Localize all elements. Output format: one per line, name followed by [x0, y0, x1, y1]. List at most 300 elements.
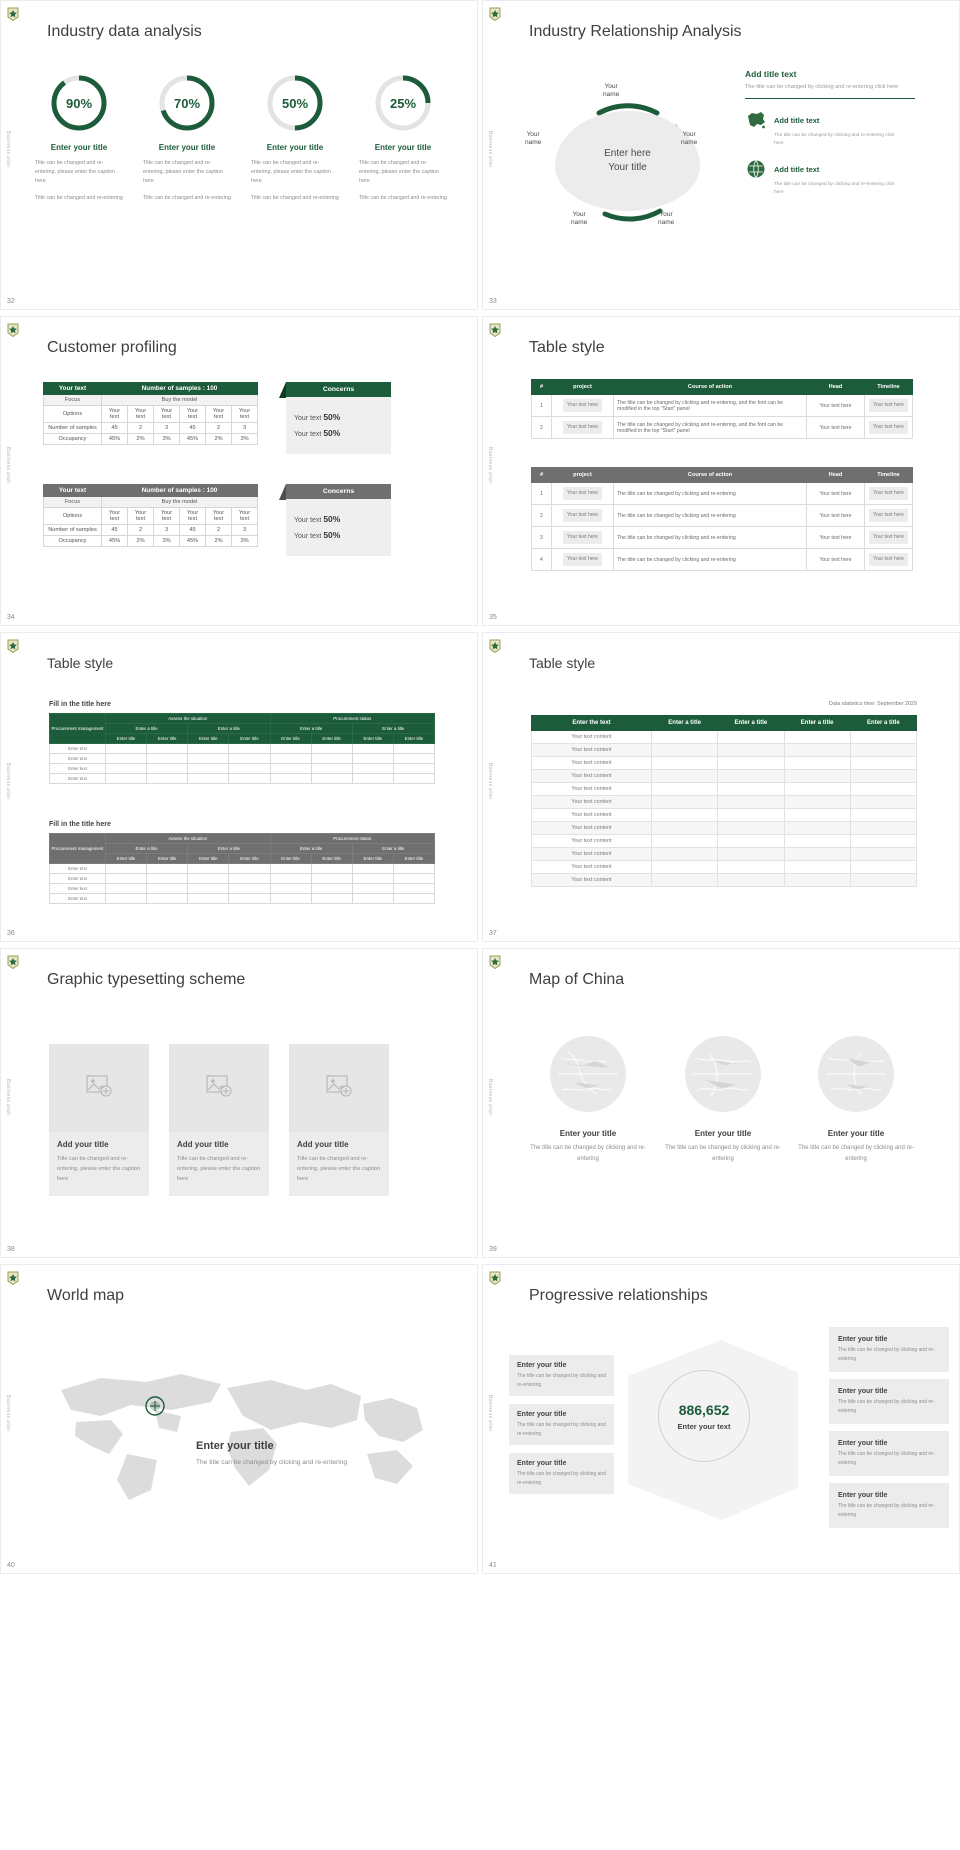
sidebar-label: Business plan: [487, 1079, 493, 1116]
donut-caption: Enter your title: [50, 143, 108, 152]
cell: 2: [128, 525, 154, 536]
image-placeholder[interactable]: [49, 1044, 149, 1132]
sub-cell: Enter title: [229, 854, 270, 864]
sub-title: Enter a title: [352, 844, 434, 854]
sidebar-label: Business plan: [5, 763, 11, 800]
cell: Your text: [154, 406, 180, 423]
cell-project: Your text here: [552, 395, 614, 417]
cell-value: [850, 809, 916, 822]
page-title: World map: [47, 1287, 125, 1304]
cell-label: Your text content: [532, 874, 652, 887]
cell-head: Your text here: [807, 395, 865, 417]
right-list-item[interactable]: [745, 159, 915, 197]
page-title: Table style: [529, 655, 596, 671]
cell-value: [652, 809, 718, 822]
cell-project: Your text here: [552, 505, 614, 527]
globe-icon: [683, 1101, 763, 1118]
slide-34[interactable]: [0, 316, 478, 626]
cell-value: [718, 796, 784, 809]
profile-table-2[interactable]: [43, 484, 258, 547]
cell-value: [784, 731, 850, 744]
item-desc: The title can be changed by clicking and re-entering: [517, 1471, 606, 1486]
logo-icon: [7, 7, 19, 21]
row-label: Number of samples: [44, 525, 102, 536]
image-card-1[interactable]: [49, 1044, 149, 1196]
donut-item[interactable]: [31, 73, 127, 210]
focus-label: Focus: [44, 395, 102, 406]
page-title: Customer profiling: [47, 339, 177, 356]
donut-value: 50%: [281, 95, 309, 111]
globe-caption: Enter your title: [827, 1129, 885, 1138]
cell: Your text: [206, 406, 232, 423]
item-heading: Add title text: [774, 115, 820, 125]
card-title: Add your title: [177, 1140, 229, 1149]
table-header-right: Number of samples : 100: [102, 383, 258, 395]
cell: Your text: [128, 406, 154, 423]
item-desc: The title can be changed by clicking and re-entering: [838, 1347, 935, 1362]
row-label: Enter text: [50, 754, 106, 764]
cell-label: Your text content: [532, 757, 652, 770]
stat-table[interactable]: [531, 715, 917, 887]
cell-label: Your text content: [532, 861, 652, 874]
sub-cell: Enter title: [229, 734, 270, 744]
concerns-header: Concerns: [286, 382, 391, 397]
column-header: Enter a title: [718, 716, 784, 731]
donut-description: [31, 159, 127, 203]
cell-label: Your text content: [532, 770, 652, 783]
column-header: Enter a title: [850, 716, 916, 731]
donut-description-2: Title can be changed and re-entering: [143, 194, 231, 201]
cell-action: The title can be changed by clicking and re-entering: [614, 483, 807, 505]
sub-cell: Enter title: [352, 734, 393, 744]
slide-number: 32: [7, 298, 15, 305]
cell: 3%: [154, 536, 180, 547]
cell-head: Your text here: [807, 527, 865, 549]
cell-label: Your text content: [532, 744, 652, 757]
column-header: Head: [807, 468, 865, 483]
column-header: Timeline: [865, 380, 913, 395]
slide-36[interactable]: [0, 632, 478, 942]
center-line-1: Enter here: [604, 148, 651, 159]
image-placeholder-icon: [206, 1075, 232, 1102]
table-row: [44, 536, 258, 547]
profile-table-1[interactable]: [43, 382, 258, 445]
table-row: [532, 783, 917, 796]
item-title: Enter your title: [517, 1460, 567, 1467]
cell-action: The title can be changed by clicking and re-entering, and the font can be modified in the top "Start" panel: [614, 395, 807, 417]
cell-value: [652, 796, 718, 809]
cell-action: The title can be changed by clicking and re-entering: [614, 505, 807, 527]
donut-value: 70%: [173, 95, 201, 111]
callout-desc: The title can be changed by clicking and re-entering: [196, 1459, 348, 1466]
slide-number: 40: [7, 1562, 15, 1569]
cell: Your text: [232, 508, 258, 525]
cell: Your text: [180, 406, 206, 423]
cell-timeline: Your text here: [865, 527, 913, 549]
cell-value: [652, 757, 718, 770]
cell-value: [850, 731, 916, 744]
cell: 45%: [180, 536, 206, 547]
cell: 3: [232, 525, 258, 536]
donut-chart: [373, 73, 433, 133]
slide-number: 37: [489, 930, 497, 937]
cell-value: [718, 848, 784, 861]
table-row: [532, 395, 913, 417]
table-row: [50, 764, 435, 774]
globe-item-1[interactable]: [523, 1034, 653, 1165]
sidebar-label: Business plan: [5, 131, 11, 168]
cell: 3%: [232, 434, 258, 445]
table-row: [532, 757, 917, 770]
cell-project: Your text here: [552, 417, 614, 439]
concern-line-1: Your text 50%: [294, 412, 341, 422]
group-header-1: Assess the situation: [106, 714, 271, 724]
cell-value: [850, 796, 916, 809]
cell-label: Your text content: [532, 809, 652, 822]
item-title: Enter your title: [838, 1336, 888, 1343]
logo-icon: [489, 955, 501, 969]
globe-item-2[interactable]: [658, 1034, 788, 1165]
divider: [745, 98, 915, 99]
donut-description: [139, 159, 235, 203]
cell: 2: [128, 423, 154, 434]
item-heading: Add title text: [774, 164, 820, 174]
slide-number: 36: [7, 930, 15, 937]
item-title: Enter your title: [838, 1388, 888, 1395]
right-item[interactable]: [829, 1327, 949, 1372]
relationship-node-top[interactable]: Your name: [603, 83, 620, 99]
procurement-block-2[interactable]: [49, 821, 435, 904]
globe-caption: Enter your title: [694, 1129, 752, 1138]
row-label: Enter text: [50, 864, 106, 874]
cell-value: [784, 757, 850, 770]
sub-title: Enter a title: [270, 724, 352, 734]
globe-item-3[interactable]: [791, 1034, 921, 1165]
cell-label: Your text content: [532, 835, 652, 848]
donut-item[interactable]: [247, 73, 343, 210]
item-desc: The title can be changed by clicking and re-entering: [517, 1373, 606, 1388]
column-header: project: [552, 380, 614, 395]
cell: Your text: [180, 508, 206, 525]
block-caption: Fill in the title here: [49, 701, 111, 708]
china-map-icon: [745, 110, 767, 130]
page-title: Table style: [529, 339, 605, 356]
table-header-row: [532, 716, 917, 731]
slide-41[interactable]: [482, 1264, 960, 1574]
globe-desc: The title can be changed by clicking and re-entering: [665, 1145, 781, 1162]
focus-value: Buy the model: [102, 395, 258, 406]
sub-title: Enter a title: [352, 724, 434, 734]
cell-value: [652, 861, 718, 874]
donut-description-1: Title can be changed and re-entering, please enter the caption here: [143, 160, 224, 185]
stat-number: 886,652: [678, 1401, 730, 1418]
sidebar-label: Business plan: [487, 1395, 493, 1432]
right-heading: Add title text: [745, 69, 797, 79]
right-paragraph: The title can be changed by clicking and re-entering click here: [745, 84, 899, 90]
cell-value: [784, 848, 850, 861]
cell-label: Your text content: [532, 848, 652, 861]
cell-value: [850, 744, 916, 757]
donut-caption: Enter your title: [266, 143, 324, 152]
column-header: #: [532, 380, 552, 395]
table-header-row: [532, 468, 913, 483]
callout-title: Enter your title: [196, 1440, 274, 1452]
cell-value: [784, 783, 850, 796]
slide-38[interactable]: [0, 948, 478, 1258]
cell-action: The title can be changed by clicking and re-entering: [614, 527, 807, 549]
column-header: Enter a title: [784, 716, 850, 731]
donut-description: [355, 159, 451, 203]
donut-description-2: Title can be changed and re-entering: [359, 194, 447, 201]
cell: 3: [154, 423, 180, 434]
slide-number: 41: [489, 1562, 497, 1569]
logo-icon: [7, 1271, 19, 1285]
row-label: Occupancy: [44, 536, 102, 547]
cell-label: Your text content: [532, 822, 652, 835]
left-items: [509, 1355, 614, 1502]
card-body: [169, 1132, 269, 1196]
right-items: [829, 1327, 949, 1535]
cell: Your text: [102, 406, 128, 423]
sub-cell: Enter title: [147, 854, 188, 864]
cell-head: Your text here: [807, 417, 865, 439]
cell-head: Your text here: [807, 549, 865, 571]
procurement-block-1[interactable]: [49, 701, 435, 784]
donut-value: 90%: [65, 95, 93, 111]
sidebar-label: Business plan: [5, 1395, 11, 1432]
concerns-box-1[interactable]: [286, 382, 391, 454]
logo-icon: [489, 7, 501, 21]
cell-value: [784, 835, 850, 848]
relationship-diagram: [523, 71, 733, 251]
right-item[interactable]: [829, 1431, 949, 1476]
table-row: [532, 809, 917, 822]
relationship-node-left[interactable]: Your name: [525, 131, 542, 147]
focus-label: Focus: [44, 497, 102, 508]
sub-cell: Enter title: [188, 854, 229, 864]
cell-label: Your text content: [532, 731, 652, 744]
table-row: [44, 508, 258, 525]
globe-icon: [816, 1101, 896, 1118]
group-header-2: Procurement status: [270, 834, 435, 844]
row-label: Occupancy: [44, 434, 102, 445]
item-title: Enter your title: [517, 1411, 567, 1418]
row-label: Enter text: [50, 774, 106, 784]
donut-chart: [265, 73, 325, 133]
cell-value: [784, 809, 850, 822]
card-body: [289, 1132, 389, 1196]
table-header-row: [532, 380, 913, 395]
donut-value: 25%: [389, 95, 417, 111]
sub-title: Enter a title: [106, 844, 188, 854]
table-row: [532, 848, 917, 861]
right-item[interactable]: [829, 1379, 949, 1424]
cell-index: 4: [532, 549, 552, 571]
card-desc: Title can be changed and re-entering, please enter the caption here: [57, 1156, 141, 1183]
left-item[interactable]: [509, 1453, 614, 1494]
cell-timeline: Your text here: [865, 483, 913, 505]
relationship-node-right[interactable]: Your name: [681, 131, 698, 147]
table-row: [532, 744, 917, 757]
sub-title: Enter a title: [106, 724, 188, 734]
slide-number: 39: [489, 1246, 497, 1253]
slide-39[interactable]: [482, 948, 960, 1258]
corner-header: Procurement management: [50, 714, 106, 744]
logo-icon: [7, 323, 19, 337]
donut-description: [247, 159, 343, 203]
cell: 45%: [102, 536, 128, 547]
cell: 3: [154, 525, 180, 536]
row-label: Number of samples: [44, 423, 102, 434]
relationship-node-bottom-right[interactable]: Your name: [658, 211, 675, 227]
cell-value: [718, 731, 784, 744]
location-pin-icon[interactable]: [144, 1395, 166, 1422]
cell-value: [784, 796, 850, 809]
table-row: [44, 434, 258, 445]
row-label: Enter text: [50, 884, 106, 894]
column-header: Timeline: [865, 468, 913, 483]
cell-value: [652, 744, 718, 757]
cell: 45: [102, 423, 128, 434]
cell: 2: [206, 423, 232, 434]
cell-index: 2: [532, 505, 552, 527]
cell-timeline: Your text here: [865, 417, 913, 439]
cell-value: [652, 822, 718, 835]
donut-description-1: Title can be changed and re-entering, please enter the caption here: [359, 160, 440, 185]
table-row: [532, 483, 913, 505]
sub-title: Enter a title: [270, 844, 352, 854]
slide-33[interactable]: [482, 0, 960, 310]
cell-value: [784, 770, 850, 783]
donut-item[interactable]: [355, 73, 451, 210]
cell-value: [718, 744, 784, 757]
globe-desc: The title can be changed by clicking and re-entering: [530, 1145, 646, 1162]
row-label: Options: [44, 406, 102, 423]
column-header: Enter a title: [652, 716, 718, 731]
cell: Your text: [154, 508, 180, 525]
image-placeholder-icon: [86, 1075, 112, 1102]
sub-cell: Enter title: [311, 734, 352, 744]
table-row: [532, 505, 913, 527]
focus-value: Buy the model: [102, 497, 258, 508]
image-placeholder[interactable]: [289, 1044, 389, 1132]
cell-value: [850, 861, 916, 874]
sidebar-label: Business plan: [5, 1079, 11, 1116]
cell-value: [784, 744, 850, 757]
cell-label: Your text content: [532, 796, 652, 809]
logo-icon: [7, 955, 19, 969]
slide-32[interactable]: [0, 0, 478, 310]
cell-value: [718, 861, 784, 874]
cell: 2: [206, 525, 232, 536]
center-line-2: Your title: [608, 162, 647, 173]
sub-title: Enter a title: [188, 724, 270, 734]
image-placeholder[interactable]: [169, 1044, 269, 1132]
concerns-body: [286, 499, 391, 556]
cell-value: [652, 848, 718, 861]
item-desc: The title can be changed by clicking and re-entering: [838, 1399, 935, 1414]
left-item[interactable]: [509, 1404, 614, 1445]
cell-value: [652, 783, 718, 796]
right-list-item[interactable]: [745, 110, 915, 148]
cell-index: 2: [532, 417, 552, 439]
table-row: [50, 864, 435, 874]
cell: 45: [180, 525, 206, 536]
concerns-body: [286, 397, 391, 454]
globe-desc: The title can be changed by clicking and re-entering: [798, 1145, 914, 1162]
slide-40[interactable]: [0, 1264, 478, 1574]
right-text-block: [745, 69, 915, 197]
cell: 2%: [206, 434, 232, 445]
page-title: Industry data analysis: [47, 23, 202, 40]
logo-icon: [489, 639, 501, 653]
cell: 3%: [154, 434, 180, 445]
column-header: Course of action: [614, 468, 807, 483]
cell-value: [718, 822, 784, 835]
table-row: [532, 770, 917, 783]
cell-value: [784, 822, 850, 835]
sub-title: Enter a title: [188, 844, 270, 854]
slide-number: 38: [7, 1246, 15, 1253]
left-item[interactable]: [509, 1355, 614, 1396]
donut-chart: [157, 73, 217, 133]
data-table-a[interactable]: [531, 379, 913, 439]
cell-value: [850, 757, 916, 770]
globe-icon: [548, 1101, 628, 1118]
table-row: [532, 549, 913, 571]
sidebar-label: Business plan: [487, 447, 493, 484]
concern-line-1: Your text 50%: [294, 514, 341, 524]
table-row: [44, 423, 258, 434]
donut-item[interactable]: [139, 73, 235, 210]
concerns-box-2[interactable]: [286, 484, 391, 556]
right-item[interactable]: [829, 1483, 949, 1528]
cell: 45: [180, 423, 206, 434]
concerns-header: Concerns: [286, 484, 391, 499]
table-row: [532, 822, 917, 835]
cell-project: Your text here: [552, 483, 614, 505]
cell-value: [718, 783, 784, 796]
cell-index: 3: [532, 527, 552, 549]
sub-cell: Enter title: [270, 734, 311, 744]
slide-37[interactable]: [482, 632, 960, 942]
cell-timeline: Your text here: [865, 395, 913, 417]
image-card-3[interactable]: [289, 1044, 389, 1196]
donut-chart: [49, 73, 109, 133]
stat-label: Enter your text: [677, 1421, 731, 1431]
sub-cell: Enter title: [270, 854, 311, 864]
table-row: [532, 835, 917, 848]
image-card-2[interactable]: [169, 1044, 269, 1196]
globe-caption: Enter your title: [559, 1129, 617, 1138]
cell: Your text: [102, 508, 128, 525]
item-desc: The title can be changed by clicking and re-entering: [838, 1503, 935, 1518]
table-row: [44, 406, 258, 423]
table-row: [50, 894, 435, 904]
cell-timeline: Your text here: [865, 549, 913, 571]
relationship-node-bottom-left[interactable]: Your name: [571, 211, 588, 227]
table-header-right: Number of samples : 100: [102, 485, 258, 497]
card-title: Add your title: [57, 1140, 109, 1149]
row-label: Options: [44, 508, 102, 525]
data-table-b[interactable]: [531, 467, 913, 571]
slide-35[interactable]: [482, 316, 960, 626]
column-header: Enter the text: [532, 716, 652, 731]
cell-value: [718, 835, 784, 848]
group-header-2: Procurement status: [270, 714, 435, 724]
cell-value: [850, 822, 916, 835]
table-row: [532, 417, 913, 439]
